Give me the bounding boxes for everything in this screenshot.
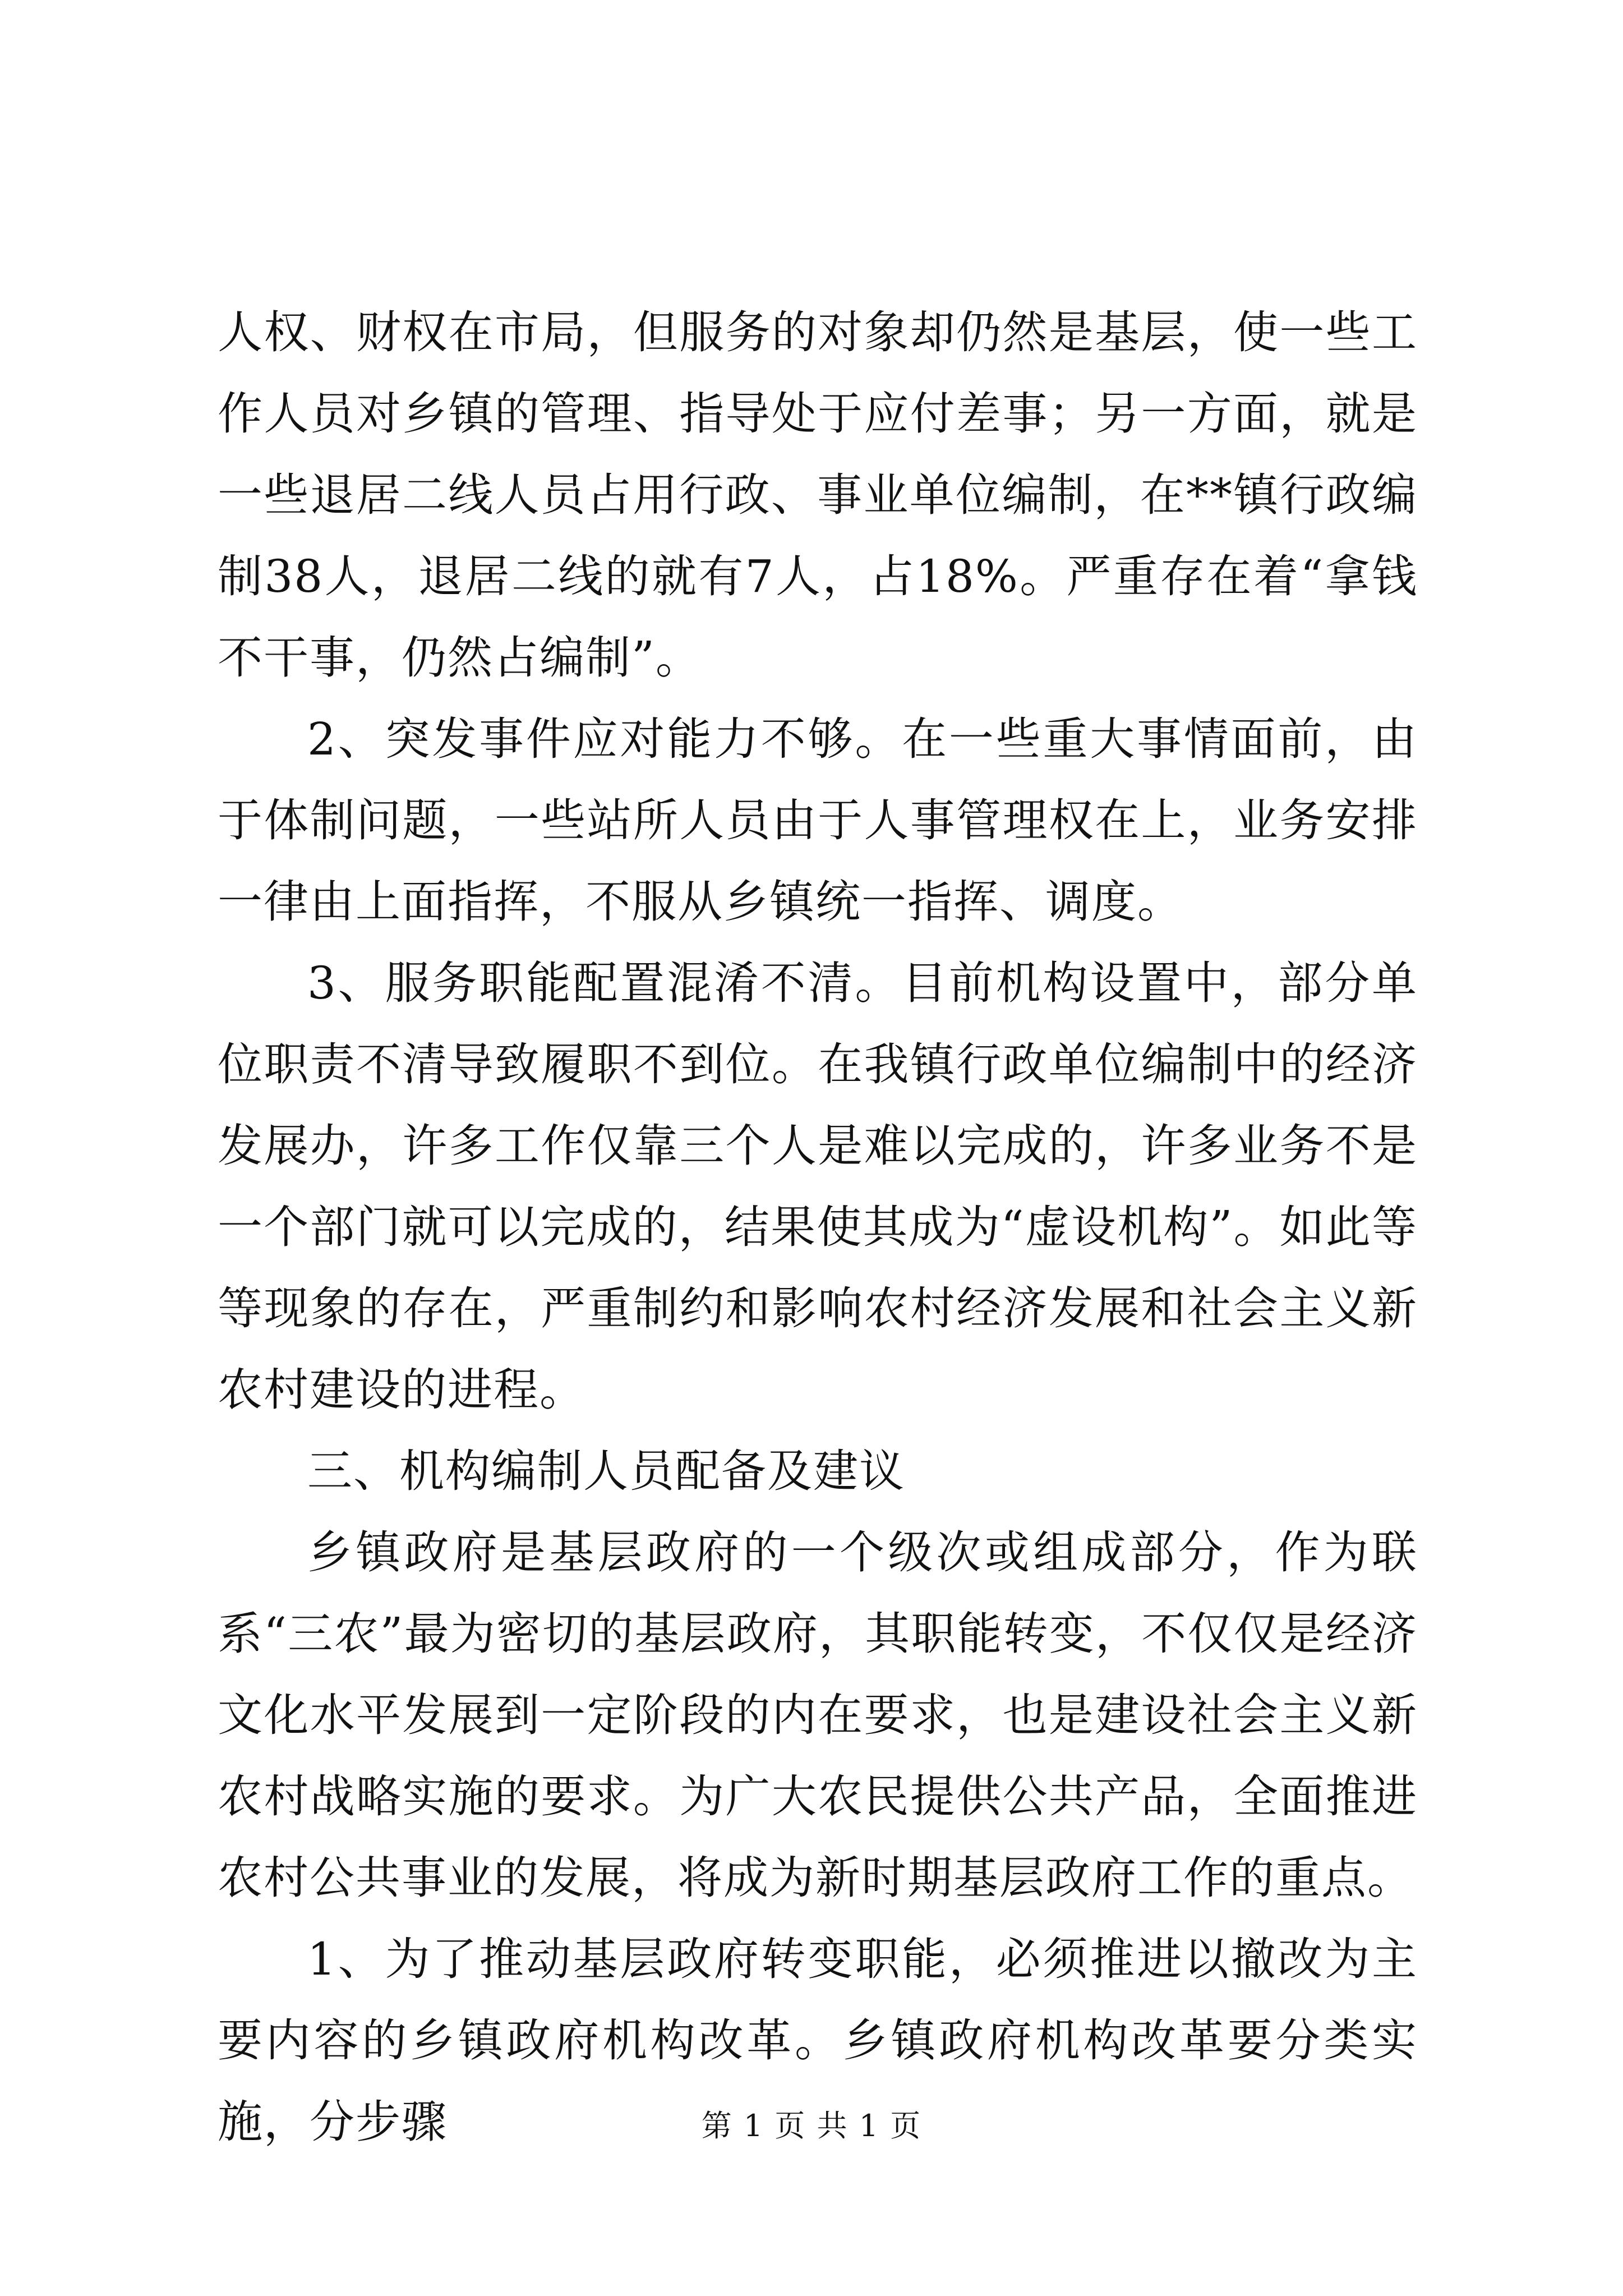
document-body bbox=[218, 292, 1418, 2162]
paragraph-1: 人权、财权在市局，但服务的对象却仍然是基层，使一些工作人员对乡镇的管理、指导处于应付差事；另一方面，就是一些退居二线人员占用行政、事业单位编制，在**镇行政编制38人，退居二线的就有7人，占18%。严重存在着“拿钱不干事，仍然占编制”。 bbox=[218, 306, 1418, 684]
paragraph-2: 2、突发事件应对能力不够。在一些重大事情面前，由于体制问题，一些站所人员由于人事管理权在上，业务安排一律由上面指挥，不服从乡镇统一指挥、调度。 bbox=[218, 713, 1418, 928]
page-footer: 第 1 页 共 1 页 bbox=[701, 2108, 922, 2143]
section-heading: 三、机构编制人员配备及建议 bbox=[307, 1445, 905, 1497]
paragraph-3: 3、服务职能配置混淆不清。目前机构设置中，部分单位职责不清导致履职不到位。在我镇行政单位编制中的经济发展办，许多工作仅靠三个人是难以完成的，许多业务不是一个部门就可以完成的，结果使其成为“虚设机构”。如此等等现象的存在，严重制约和影响农村经济发展和社会主义新农村建设的进程。 bbox=[218, 957, 1418, 1416]
paragraph-4: 乡镇政府是基层政府的一个级次或组成部分，作为联系“三农”最为密切的基层政府，其职能转变，不仅仅是经济文化水平发展到一定阶段的内在要求，也是建设社会主义新农村战略实施的要求。为广大农民提供公共产品，全面推进农村公共事业的发展，将成为新时期基层政府工作的重点。 bbox=[218, 1526, 1418, 1904]
paragraph-5: 1、为了推动基层政府转变职能，必须推进以撤改为主要内容的乡镇政府机构改革。乡镇政府机构改革要分类实施，分步骤 bbox=[218, 1933, 1418, 2148]
